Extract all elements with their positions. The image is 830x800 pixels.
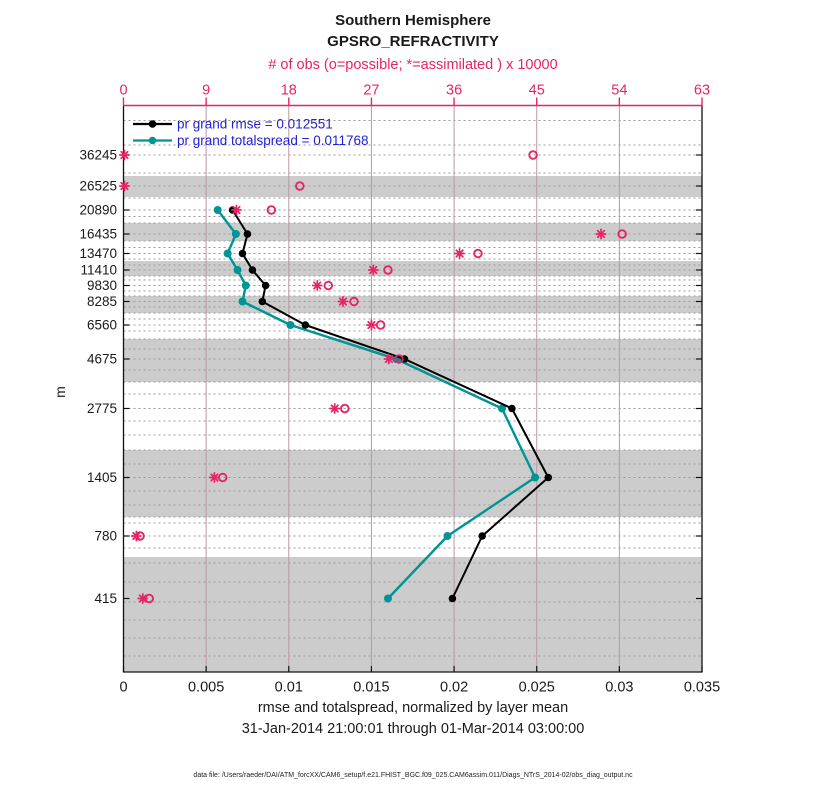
- layer-shading-band: [124, 557, 703, 672]
- page-subtitle: GPSRO_REFRACTIVITY: [327, 33, 499, 50]
- rmse-point: [249, 266, 257, 274]
- y-tick-label: 26525: [79, 178, 117, 194]
- y-tick-label: 415: [94, 591, 117, 606]
- totalspread-point: [214, 206, 222, 214]
- y-tick-label: 1405: [86, 470, 117, 485]
- legend-rmse-marker: [149, 120, 157, 128]
- rmse-point: [508, 405, 516, 413]
- y-tick-label: 13470: [79, 246, 117, 261]
- y-tick-label: 36245: [79, 147, 117, 163]
- x-tick-label: 0.01: [274, 679, 303, 696]
- legend-rmse-label: pr grand rmse = 0.012551: [177, 116, 333, 132]
- rmse-point: [449, 595, 457, 603]
- y-tick-label: 9830: [86, 278, 117, 293]
- obs-axis-tick-label: 54: [611, 82, 628, 99]
- y-tick-label: 6560: [86, 317, 117, 333]
- obs-axis-tick-label: 45: [528, 82, 545, 99]
- rmse-point: [262, 282, 270, 290]
- layer-shading-band: [124, 296, 703, 313]
- x-tick-label: 0.035: [683, 679, 721, 696]
- y-axis-label: m: [51, 386, 68, 398]
- totalspread-point: [443, 532, 451, 540]
- y-tick-label: 780: [94, 528, 117, 544]
- y-tick-label: 4675: [86, 351, 117, 367]
- x-tick-label: 0.03: [605, 679, 634, 696]
- totalspread-point: [234, 266, 242, 274]
- obs-axis-tick-label: 63: [693, 82, 711, 99]
- totalspread-point: [286, 321, 294, 329]
- totalspread-point: [384, 595, 392, 603]
- x-tick-label: 0.025: [518, 679, 555, 696]
- legend-totalspread-marker: [149, 137, 157, 145]
- layer-shading-band: [124, 223, 703, 241]
- x-axis-label: rmse and totalspread, normalized by layer mean: [257, 700, 569, 716]
- possible-obs-marker: [324, 282, 332, 290]
- y-tick-label: 2775: [86, 401, 117, 416]
- totalspread-point: [224, 250, 232, 258]
- layer-shading-band: [124, 261, 703, 276]
- obs-axis-tick-label: 9: [202, 82, 211, 99]
- top-axis-label: # of obs (o=possible; *=assimilated ) x 10000: [268, 57, 558, 73]
- rmse-point: [244, 230, 252, 238]
- layer-shading-band: [124, 450, 703, 517]
- totalspread-point: [242, 282, 250, 290]
- obs-axis-tick-label: 27: [363, 82, 380, 99]
- y-tick-label: 16435: [79, 226, 117, 242]
- rmse-point: [259, 298, 267, 306]
- rmse-point: [302, 321, 310, 329]
- x-tick-label: 0.015: [353, 679, 390, 696]
- rmse-point: [544, 474, 552, 482]
- obs-axis-tick-label: 36: [446, 82, 463, 99]
- x-axis-date-range: 31-Jan-2014 21:00:01 through 01-Mar-2014 03:00:00: [241, 721, 585, 737]
- y-tick-label: 8285: [86, 294, 117, 309]
- totalspread-point: [239, 298, 247, 306]
- x-tick-label: 0.005: [187, 679, 225, 696]
- totalspread-point: [232, 230, 240, 238]
- data-file-path: data file: /Users/raeder/DAI/ATM_forcXX/CAM6_setup/f.e21.FHIST_BGC.f09_025.CAM6assim.011/Diags_NTrS_2014-02/obs_diag_output.nc: [193, 772, 633, 779]
- page-title: Southern Hemisphere: [335, 12, 491, 29]
- rmse-point: [478, 532, 486, 540]
- legend-totalspread-label: pr grand totalspread = 0.011768: [177, 133, 369, 148]
- obs-axis-tick-label: 0: [119, 82, 128, 99]
- y-tick-label: 11410: [80, 262, 117, 278]
- x-tick-label: 0: [119, 679, 128, 696]
- layer-shading-band: [124, 339, 703, 382]
- rmse-point: [239, 250, 247, 258]
- possible-obs-marker: [377, 321, 385, 329]
- y-tick-label: 20890: [79, 202, 117, 218]
- totalspread-point: [531, 474, 539, 482]
- obs-axis-tick-label: 18: [280, 82, 297, 99]
- x-tick-label: 0.02: [439, 679, 469, 696]
